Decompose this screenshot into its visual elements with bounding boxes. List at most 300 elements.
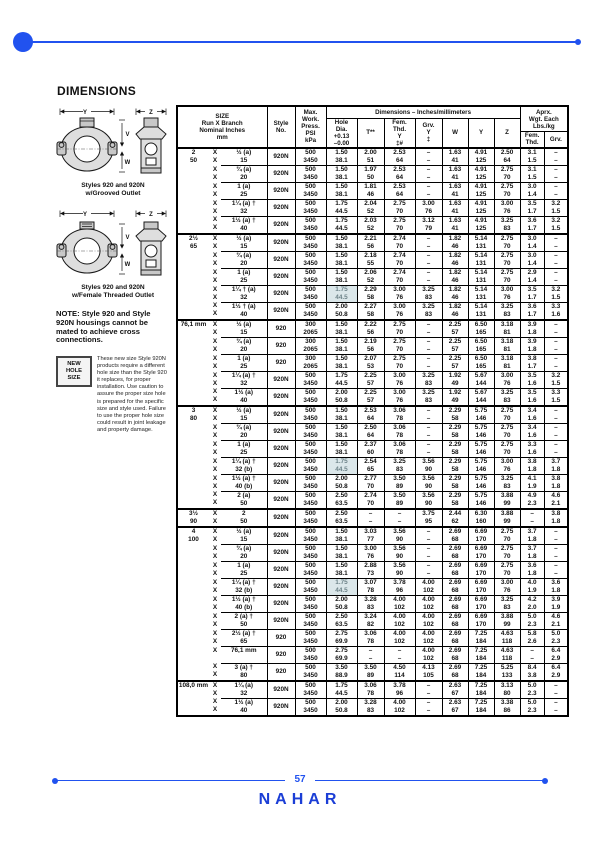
cell-run-size: 3½ 90 [177,509,209,527]
cell-w: 2.69 68 [442,561,468,578]
cell-branch-size: 1¼ (a) † 32 (b) [221,457,267,474]
cell-run-size [177,491,209,509]
cell-y: 6.69 170 [468,595,494,612]
cell-z: 3.00 76 [494,285,520,302]
cell-fem-thd-y: 2.75 70 [384,199,415,216]
cell-style-no: 920N [267,371,295,388]
cell-wgt-grv: – – [544,320,568,338]
cell-x: X X [212,182,218,198]
cell-press: 500 3450 [295,388,326,406]
cell-branch-size: 1½ (a) † 40 (b) [221,595,267,612]
cell-z: 2.50 64 [494,148,520,166]
cell-branch-size: ¾ (a) 20 [221,251,267,268]
cell-wgt-fem: 3.8 1.7 [520,354,544,371]
cell-run-size: 2½ 65 [177,234,209,252]
new-hole-size-block [56,356,170,434]
cell-style-no: 920N [267,182,295,199]
cell-branch-size: 1 (a) 25 [221,182,267,199]
cell-fem-thd-y: 3.00 76 [384,371,415,388]
table-row [177,457,568,474]
table-row [177,165,568,182]
cell-x: X X [212,544,218,560]
cell-w: 1.63 41 [442,216,468,234]
cell-y: 7.25 184 [468,646,494,663]
cell-press: 500 3450 [295,285,326,302]
cell-wgt-fem: 3.7 1.8 [520,527,544,545]
cell-fem-thd-y: 3.06 78 [384,406,415,424]
cell-wgt-fem: 3.5 1.6 [520,371,544,388]
table-row [177,423,568,440]
cell-grv-y: – – [415,406,442,424]
cell-hole-dia: 1.50 38.1 [326,544,357,561]
cell-style-no: 920N [267,474,295,491]
cell-y: 7.25 184 [468,663,494,681]
cell-wgt-grv: – – [544,406,568,424]
cell-grv-y: 3.25 83 [415,371,442,388]
cell-press: 500 3450 [295,629,326,646]
cell-branch-size: 2½ (a) † 65 [221,629,267,646]
cell-wgt-fem: – – [520,646,544,663]
cell-wgt-fem: 3.7 1.8 [520,544,544,561]
cell-x: X X [212,388,218,404]
cell-hole-dia: 3.50 88.9 [326,663,357,681]
cell-x: X X [209,509,221,527]
cell-w: 2.25 57 [442,354,468,371]
cell-x: X X [212,595,218,611]
table-row [177,302,568,320]
cell-t: 3.50 89 [357,663,384,681]
cell-hole-dia: 1.50 38.1 [326,423,357,440]
table-row [177,148,568,166]
cell-grv-y: – – [415,251,442,268]
cell-hole-dia: 2.00 50.8 [326,302,357,320]
cell-wgt-grv: 3.2 1.5 [544,216,568,234]
cell-x: X X [212,457,218,473]
cell-x: X X [212,491,218,507]
cell-hole-dia: 1.50 38.1 [326,337,357,354]
cell-style-no: 920N [267,388,295,406]
cell-t: 2.21 56 [357,234,384,252]
cell-y: 5.67 144 [468,388,494,406]
cell-hole-dia: 2.75 69.9 [326,646,357,663]
header-grv-y: Grv. Y ‡ [415,118,442,148]
cell-branch-size: 1¼ (a) † 32 [221,199,267,216]
cell-w: 1.63 41 [442,148,468,166]
cell-wgt-grv: 6.4 2.9 [544,646,568,663]
cell-style-no: 920N [267,544,295,561]
cell-z: 2.75 70 [494,182,520,199]
cell-fem-thd-y: 2.75 70 [384,320,415,338]
cell-w: 1.82 46 [442,268,468,285]
top-decoration-line [22,41,578,43]
cell-w: 2.29 58 [442,474,468,491]
cell-run-size: 76,1 mm [177,320,209,338]
cell-t: 3.28 83 [357,595,384,612]
cell-press: 500 3450 [295,578,326,595]
cell-run-size [177,268,209,285]
cell-fem-thd-y: – – [384,646,415,663]
cell-t: 3.06 78 [357,681,384,699]
cell-wgt-grv: – – [544,268,568,285]
cell-hole-dia: 1.50 38.1 [326,268,357,285]
cell-grv-y: – – [415,182,442,199]
header-w: W [442,118,468,148]
cell-x: X X [212,423,218,439]
cell-w: 1.82 46 [442,234,468,252]
dim-label-v: V [125,132,130,138]
cell-y: 5.75 146 [468,474,494,491]
cell-w: 2.69 68 [442,527,468,545]
header-weight-band: Aprx. Wgt. Each Lbs./kg [520,106,568,132]
cell-fem-thd-y: 3.56 90 [384,561,415,578]
cell-z: 3.18 81 [494,320,520,338]
figure-grooved-outlet [56,106,170,197]
cell-wgt-fem: 4.9 2.3 [520,491,544,509]
cell-wgt-grv: – – [544,354,568,371]
cell-style-no: 920 [267,320,295,338]
cell-z: 3.88 99 [494,509,520,527]
cell-style-no: 920N [267,578,295,595]
decorative-dot-large [13,32,33,52]
cell-t: 3.06 78 [357,629,384,646]
cell-wgt-grv: – – [544,440,568,457]
cell-run-size [177,388,209,406]
cell-wgt-fem: 2.9 1.4 [520,268,544,285]
cell-fem-thd-y: 2.53 64 [384,148,415,166]
cell-wgt-fem: 3.0 1.4 [520,251,544,268]
cell-wgt-grv: – – [544,182,568,199]
cell-t: 2.22 56 [357,320,384,338]
cell-press: 500 3450 [295,199,326,216]
cell-z: 3.88 99 [494,612,520,629]
cell-x: X X [212,440,218,456]
cell-w: 2.29 58 [442,440,468,457]
cell-wgt-fem: 3.5 1.7 [520,199,544,216]
cell-x: X X [212,216,218,232]
cell-t: 3.07 78 [357,578,384,595]
cell-run-size [177,199,209,216]
table-row [177,698,568,716]
table-row [177,681,568,699]
cell-press: 500 3450 [295,182,326,199]
cell-hole-dia: 2.50 63.5 [326,491,357,509]
cell-branch-size: ½ (a) 15 [221,527,267,545]
cell-y: 5.14 131 [468,285,494,302]
table-row [177,646,568,663]
dim-label-w: W [124,160,130,166]
cell-x: X X [209,320,221,338]
cell-w: 2.69 68 [442,646,468,663]
cell-style-no: 920 [267,337,295,354]
cell-press: 500 3450 [295,474,326,491]
cell-style-no: 920N [267,491,295,509]
cell-hole-dia: 1.50 38.1 [326,234,357,252]
cell-x: X X [212,165,218,181]
cell-press: 500 3450 [295,698,326,716]
cell-style-no: 920N [267,698,295,716]
cell-run-size [177,337,209,354]
cell-z: 5.25 133 [494,663,520,681]
cell-w: 2.69 68 [442,544,468,561]
cell-branch-size: 76,1 mm [221,646,267,663]
cell-hole-dia: 2.00 50.8 [326,388,357,406]
cell-y: 5.75 146 [468,423,494,440]
cell-grv-y: – – [415,234,442,252]
cell-grv-y: – – [415,681,442,699]
cell-x: X X [212,148,218,164]
cell-run-size [177,561,209,578]
cell-grv-y: 4.00 102 [415,646,442,663]
cell-style-no: 920 [267,646,295,663]
figure-female-threaded-outlet [56,208,170,299]
cell-y: 6.50 165 [468,354,494,371]
header-max-work-press: Max. Work. Press. PSI kPa [295,106,326,148]
cell-x: X X [212,268,218,284]
cell-branch-size: ½ (a) 15 [236,148,252,164]
cell-z: 2.75 70 [494,544,520,561]
cell-fem-thd-y: 2.74 70 [384,251,415,268]
cell-x: X X [212,371,218,387]
cell-z: 3.00 76 [494,578,520,595]
cell-grv-y: – – [415,527,442,545]
table-row [177,578,568,595]
cell-branch-size: ½ (a) 15 [221,406,267,424]
cell-run-size [177,646,209,663]
cell-branch-size: ¾ (a) 20 [221,337,267,354]
cell-press: 300 2065 [295,354,326,371]
cell-z: 3.25 83 [494,388,520,406]
cell-w: 2.63 67 [442,698,468,716]
cell-run-size [177,302,209,320]
cell-style-no: 920N [267,440,295,457]
dim-label-y: Y [82,110,88,116]
cell-t: 1.97 50 [357,165,384,182]
cell-run-size [177,612,209,629]
cell-fem-thd-y: 3.50 89 [384,491,415,509]
cell-grv-y: 4.00 102 [415,629,442,646]
cell-branch-size: 1½ (a) 40 [221,388,267,406]
cell-branch-size: 1 (a) 25 [221,354,267,371]
cell-branch-size: 1½ (a) 40 [221,698,267,716]
cell-y: 5.14 131 [468,251,494,268]
cell-style-no: 920 [267,629,295,646]
table-row [177,234,568,252]
cell-style-no: 920N [267,216,295,234]
cell-fem-thd-y: 3.78 96 [384,578,415,595]
cell-t: 2.54 65 [357,457,384,474]
cell-z: 2.75 70 [494,423,520,440]
cell-run-size [177,578,209,595]
cell-x: X X [212,199,218,215]
cell-press: 500 3450 [295,681,326,699]
cell-press: 500 3450 [295,491,326,509]
cell-t: 3.24 82 [357,612,384,629]
cell-w: 2.25 57 [442,337,468,354]
header-size: SIZE Run X Branch Nominal Inches mm [177,106,267,148]
cell-grv-y: 3.12 79 [415,216,442,234]
table-row [177,251,568,268]
cell-w: 2.69 68 [442,612,468,629]
threaded-outlet-side-view-drawing [132,208,170,282]
table-row [177,561,568,578]
cell-style-no: 920N [267,561,295,578]
cell-t: 2.37 60 [357,440,384,457]
cell-wgt-grv: – – [544,234,568,252]
cell-style-no: 920N [267,527,295,545]
decorative-dot-small [575,39,581,45]
cell-y: 7.25 184 [468,698,494,716]
cell-run-size [177,629,209,646]
table-row [177,371,568,388]
cell-grv-y: 4.00 102 [415,595,442,612]
cell-fem-thd-y: 3.00 76 [384,388,415,406]
cell-hole-dia: 1.75 44.5 [326,216,357,234]
cell-branch-size: ½ (a) 15 [221,320,267,338]
cell-hole-dia: 2.00 50.8 [326,595,357,612]
cell-fem-thd-y: 4.50 114 [384,663,415,681]
cell-wgt-grv: 4.6 2.1 [544,612,568,629]
cell-run-size [177,371,209,388]
cell-y: 6.50 165 [468,337,494,354]
cell-y: 6.69 170 [468,527,494,545]
cell-branch-size: 1½ † (a) 40 [221,302,267,320]
table-row [177,544,568,561]
cell-run-size [177,663,209,681]
cell-press: 500 3450 [295,251,326,268]
dim-label-w: W [124,262,130,268]
cell-w: 1.82 46 [442,251,468,268]
cell-wgt-fem: 8.4 3.8 [520,663,544,681]
cell-branch-size: ¾ (a) 20 [221,423,267,440]
cell-branch-size: 1 (a) 25 [221,268,267,285]
cell-t: 3.28 83 [357,698,384,716]
cell-wgt-fem: 3.0 1.4 [520,234,544,252]
cell-fem-thd-y: 4.00 102 [384,612,415,629]
cell-wgt-fem: 3.5 1.6 [520,388,544,406]
cell-y: 7.25 184 [468,629,494,646]
cell-branch-size: 1¼ † (a) 32 [221,285,267,302]
cell-style-no: 920N [267,148,295,166]
cell-style-no: 920N [267,457,295,474]
cell-grv-y: – – [415,165,442,182]
cell-fem-thd-y: 2.53 64 [384,165,415,182]
cell-run-size [177,440,209,457]
cell-x: X X [209,527,221,545]
table-row [177,268,568,285]
header-wgt-grv: Grv. [544,132,568,148]
cell-z: 2.75 70 [494,268,520,285]
header-dimensions-band: Dimensions – Inches/millimeters [326,106,520,118]
cell-z: 3.00 76 [494,457,520,474]
cell-wgt-fem: 4.0 1.9 [520,578,544,595]
cell-branch-size: 1¼ (a) † 32 [221,371,267,388]
cell-wgt-grv: 6.4 2.9 [544,663,568,681]
dimensions-table [176,105,569,717]
cell-hole-dia: 1.75 44.5 [326,681,357,699]
cell-t: 2.18 55 [357,251,384,268]
table-row [177,337,568,354]
cell-y: 5.14 131 [468,302,494,320]
cell-w: 1.63 41 [442,199,468,216]
cell-style-no: 920 [267,354,295,371]
cell-wgt-grv: 4.6 2.1 [544,491,568,509]
cell-t: 2.25 57 [357,388,384,406]
cell-t: 3.00 76 [357,544,384,561]
cell-wgt-grv: – – [544,544,568,561]
cell-run-size [177,423,209,440]
cell-t: 2.53 64 [357,406,384,424]
cell-wgt-fem: 4.1 1.9 [520,474,544,491]
table-row [177,509,568,527]
dim-label-y: Y [82,212,88,218]
cell-grv-y: – – [415,561,442,578]
cell-hole-dia: 1.50 38.1 [326,406,357,424]
cell-z: 2.75 70 [494,406,520,424]
cell-press: 500 3450 [295,457,326,474]
cell-branch-size: 2 (a) 50 [221,491,267,509]
table-row [177,354,568,371]
table-row [177,285,568,302]
cell-wgt-grv: 3.6 1.8 [544,578,568,595]
cell-wgt-fem: 3.4 1.6 [520,406,544,424]
cell-y: 6.69 170 [468,561,494,578]
cell-wgt-fem: 3.1 1.5 [520,165,544,182]
cell-fem-thd-y: – – [384,509,415,527]
header-style-no: Style No. [267,106,295,148]
cell-wgt-grv: – – [544,423,568,440]
dimensions-table-body [177,148,568,716]
cell-run-size [177,595,209,612]
cell-wgt-fem: 3.8 1.8 [520,457,544,474]
cell-w: 2.44 62 [442,509,468,527]
cell-t: 2.19 56 [357,337,384,354]
cell-run-size [177,544,209,561]
cell-grv-y: – – [415,698,442,716]
cell-branch-size: 1¼ (a) 32 [221,681,267,699]
cell-wgt-fem: 3.6 1.8 [520,561,544,578]
cell-w: 2.29 58 [442,457,468,474]
cell-wgt-fem: 3.6 1.7 [520,302,544,320]
cell-z: 2.75 70 [494,234,520,252]
cell-hole-dia: 1.75 44.5 [326,285,357,302]
cell-fem-thd-y: 4.00 102 [384,595,415,612]
cross-connection-note: NOTE: Style 920 and Style 920N housings cannot be mated to achieve cross connections. [56,309,151,345]
table-row [177,182,568,199]
cell-hole-dia: 2.00 50.8 [326,474,357,491]
cell-run-size: 108,0 mm [177,681,209,699]
header-t: T** [357,118,384,148]
cell-wgt-fem: 5.8 2.6 [520,629,544,646]
cell-fem-thd-y: 2.53 64 [384,182,415,199]
cell-wgt-fem: 3.9 1.8 [520,337,544,354]
table-row [177,629,568,646]
cell-wgt-fem: 3.0 1.4 [520,182,544,199]
cell-fem-thd-y: 3.50 89 [384,474,415,491]
header-hole-dia: Hole Dia. +0.13 –0.00 [326,118,357,148]
cell-wgt-grv: – – [544,527,568,545]
cell-z: 3.13 80 [494,681,520,699]
cell-w: 2.29 58 [442,423,468,440]
cell-wgt-grv: – – [544,698,568,716]
cell-w: 1.82 46 [442,302,468,320]
cell-x: X X [212,285,218,301]
table-row [177,474,568,491]
cell-press: 500 3450 [295,527,326,545]
header-z: Z [494,118,520,148]
cell-y: 6.69 170 [468,612,494,629]
cell-y: 4.91 125 [468,148,494,166]
cell-w: 2.69 68 [442,578,468,595]
